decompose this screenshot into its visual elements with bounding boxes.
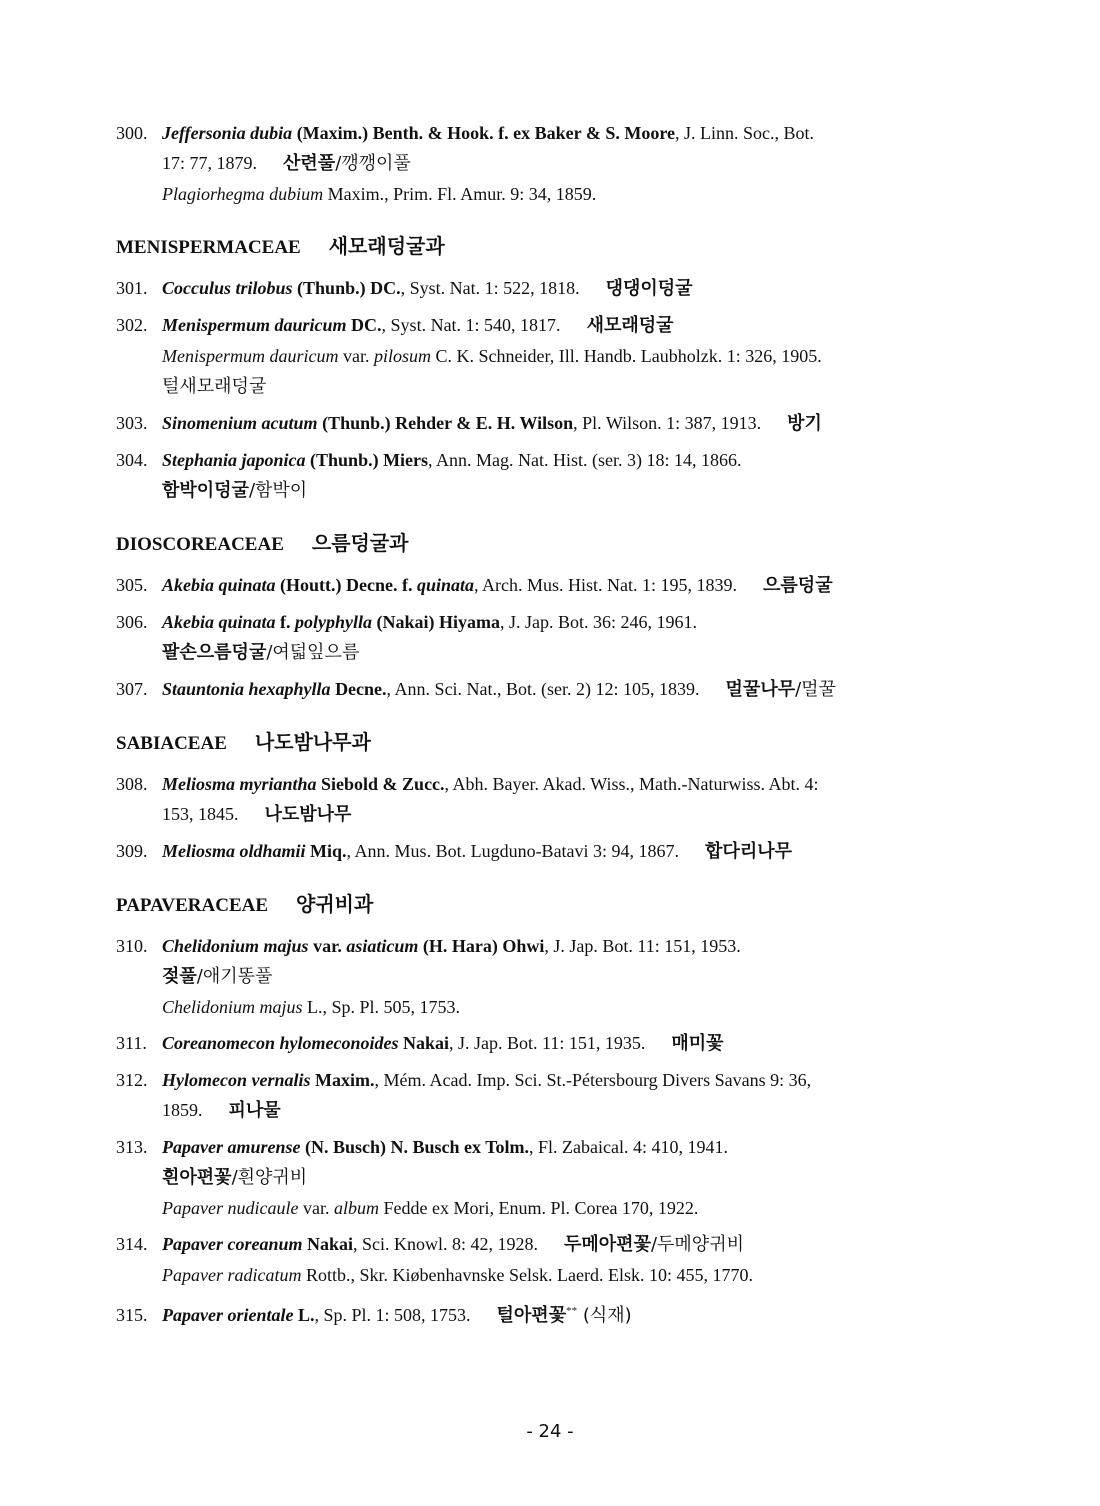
species-entry-307: 307. Stauntonia hexaphylla Decne., Ann. Sci. Nat., Bot. (ser. 2) 12: 105, 1839. 멀꿀나무/멀꿀 — [116, 679, 836, 700]
korean-name: 나도밤나무 — [264, 804, 352, 825]
korean-name: 방기 — [787, 413, 822, 434]
author-citation: (Maxim.) Benth. & Hook. f. ex Baker & S. Moore — [296, 123, 675, 143]
footnote-marker: ** — [566, 1305, 578, 1317]
species-entry-302: 302. Menispermum dauricum DC., Syst. Nat. 1: 540, 1817. 새모래덩굴 Menispermum dauricum var. pilosum C. K. Schneider, Ill. Handb. Laubholzk. 1: 326, 1905. 털새모래덩굴 — [116, 310, 986, 402]
species-entry-300 — [116, 118, 986, 209]
family-heading-menispermaceae: MENISPERMACEAE 새모래덩굴과 — [116, 234, 445, 258]
species-entry-304: 304. Stephania japonica (Thunb.) Miers, Ann. Mag. Nat. Hist. (ser. 3) 18: 14, 1866. 함박이덩굴/함박이 — [116, 450, 742, 501]
species-name: Jeffersonia dubia — [162, 123, 293, 143]
korean-name: 피나물 — [228, 1100, 281, 1121]
cultivated-note: (식재) — [577, 1305, 632, 1326]
synonym: Papaver radicatum Rottb., Skr. Kiøbenhavnske Selsk. Laerd. Elsk. 10: 455, 1770. — [162, 1265, 753, 1285]
korean-name: 매미꽃 — [671, 1033, 724, 1054]
species-entry-312: 312. Hylomecon vernalis Maxim., Mém. Acad. Imp. Sci. St.-Pétersbourg Divers Savans 9: 36, 1859. 피나물 — [116, 1070, 812, 1121]
synonym: Chelidonium majus L., Sp. Pl. 505, 1753. — [162, 997, 461, 1017]
publication-cont: 17: 77, 1879. — [162, 153, 258, 173]
korean-name: 산련풀 — [283, 153, 336, 174]
family-heading-papaveraceae: PAPAVERACEAE 양귀비과 — [116, 892, 374, 916]
entry-number: 300. — [116, 123, 148, 143]
korean-name: 으름덩굴 — [763, 575, 833, 596]
korean-name: 두메아편꽃 — [564, 1234, 651, 1255]
korean-name: 함박이덩굴 — [162, 480, 249, 501]
synonym-korean-name: 털새모래덩굴 — [162, 376, 267, 397]
korean-name: 합다리나무 — [705, 841, 792, 862]
family-heading-dioscoreaceae: DIOSCOREACEAE 으름덩굴과 — [116, 531, 409, 555]
content-body — [116, 118, 986, 1337]
species-entry-315: 315. Papaver orientale L., Sp. Pl. 1: 508, 1753. 털아편꽃** (식재) — [116, 1305, 632, 1326]
korean-name: 댕댕이덩굴 — [605, 278, 693, 299]
synonym: Menispermum dauricum var. pilosum C. K. Schneider, Ill. Handb. Laubholzk. 1: 326, 1905. — [162, 346, 822, 366]
species-entry-305: 305. Akebia quinata (Houtt.) Decne. f. quinata, Arch. Mus. Hist. Nat. 1: 195, 1839. 으름덩굴 — [116, 575, 833, 596]
family-heading-sabiaceae: SABIACEAE 나도밤나무과 — [116, 730, 371, 754]
species-entry-310: 310. Chelidonium majus var. asiaticum (H. Hara) Ohwi, J. Jap. Bot. 11: 151, 1953. 젖풀/애기똥풀 Chelidonium majus L., Sp. Pl. 505, 1753. — [116, 931, 986, 1022]
korean-alt-name: /깽깽이풀 — [335, 153, 411, 174]
species-entry-314: 314. Papaver coreanum Nakai, Sci. Knowl. 8: 42, 1928. 두메아편꽃/두메양귀비 Papaver radicatum Rottb., Skr. Kiøbenhavnske Selsk. Laerd. Elsk. 10: 455, 1770. — [116, 1229, 986, 1290]
species-entry-301: 301. Cocculus trilobus (Thunb.) DC., Syst. Nat. 1: 522, 1818. 댕댕이덩굴 — [116, 278, 693, 299]
synonym: Papaver nudicaule var. album Fedde ex Mori, Enum. Pl. Corea 170, 1922. — [162, 1198, 699, 1218]
synonym: Plagiorhegma dubium Maxim., Prim. Fl. Amur. 9: 34, 1859. — [162, 184, 597, 204]
species-entry-308: 308. Meliosma myriantha Siebold & Zucc., Abh. Bayer. Akad. Wiss., Math.-Naturwiss. Abt. 4: 153, 1845. 나도밤나무 — [116, 774, 819, 825]
species-entry-313: 313. Papaver amurense (N. Busch) N. Busch ex Tolm., Fl. Zabaical. 4: 410, 1941. 흰아편꽃/흰양귀비 Papaver nudicaule var. album Fedde ex Mori, Enum. Pl. Corea 170, 1922. — [116, 1132, 986, 1223]
species-entry-309: 309. Meliosma oldhamii Miq., Ann. Mus. Bot. Lugduno-Batavi 3: 94, 1867. 합다리나무 — [116, 841, 792, 862]
korean-name: 새모래덩굴 — [586, 315, 674, 336]
species-entry-311: 311. Coreanomecon hylomeconoides Nakai, J. Jap. Bot. 11: 151, 1935. 매미꽃 — [116, 1033, 724, 1054]
korean-name: 흰아편꽃 — [162, 1167, 232, 1188]
page-number: - 24 - — [526, 1421, 574, 1442]
species-entry-303: 303. Sinomenium acutum (Thunb.) Rehder & E. H. Wilson, Pl. Wilson. 1: 387, 1913. 방기 — [116, 413, 822, 434]
korean-name: 멀꿀나무 — [725, 679, 796, 700]
korean-name: 팔손으름덩굴 — [162, 642, 267, 663]
korean-name: 털아편꽃 — [496, 1305, 567, 1326]
korean-name: 젖풀 — [162, 966, 197, 987]
publication: , J. Linn. Soc., Bot. — [674, 123, 814, 143]
species-entry-306: 306. Akebia quinata f. polyphylla (Nakai) Hiyama, J. Jap. Bot. 36: 246, 1961. 팔손으름덩굴/여덟잎으름 — [116, 612, 698, 663]
